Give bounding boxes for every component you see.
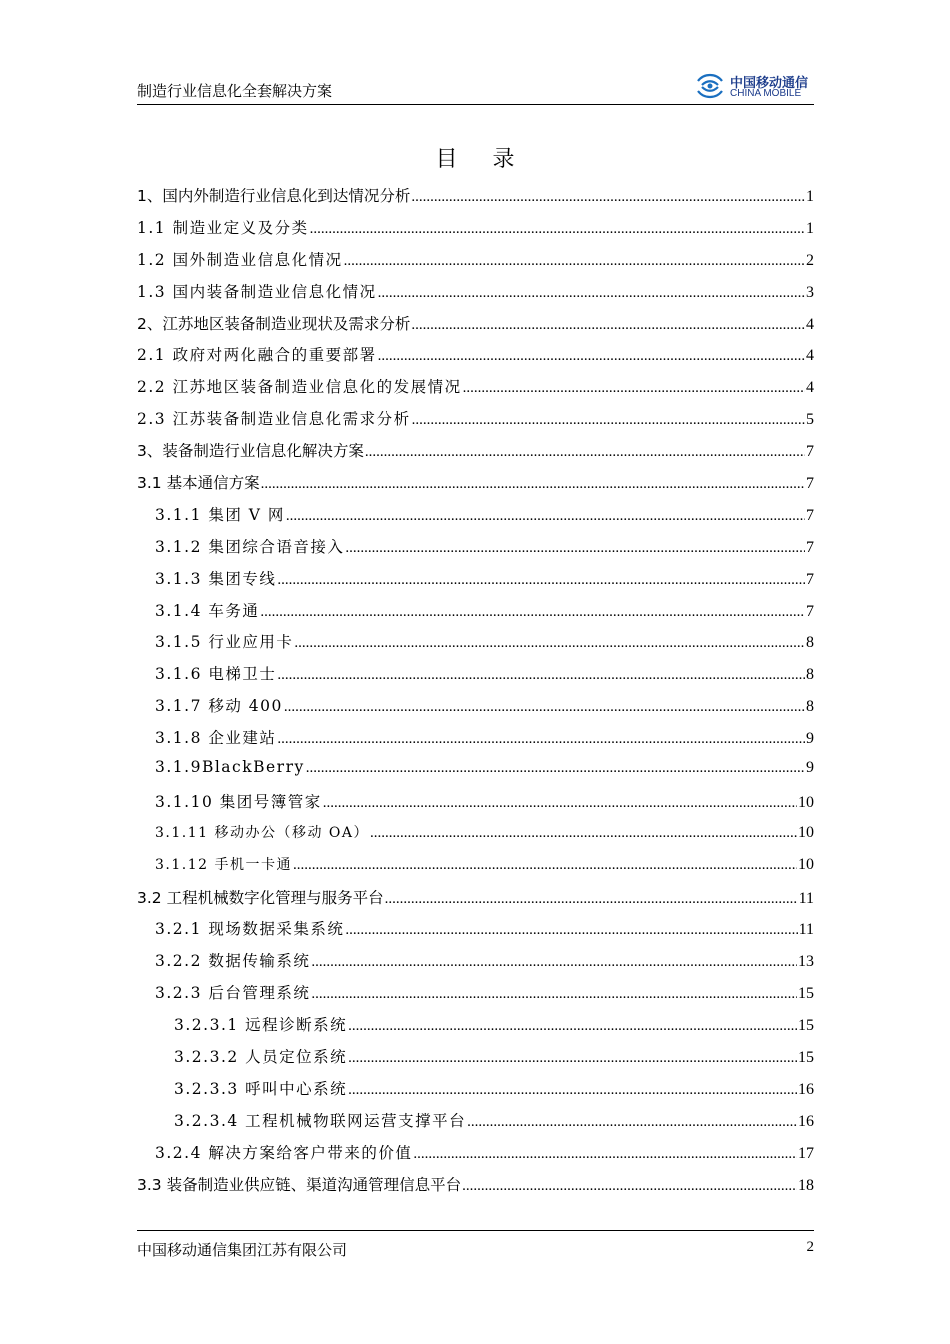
footer-company: 中国移动通信集团江苏有限公司	[137, 1241, 348, 1259]
toc-entry-page: 8	[806, 698, 814, 716]
toc-entry-page: 8	[806, 634, 814, 652]
toc-entry-page: 15	[798, 1017, 814, 1035]
toc-entry[interactable]	[137, 917, 814, 949]
china-mobile-logo	[694, 70, 814, 102]
toc-dot-leader	[277, 729, 805, 748]
toc-dot-leader	[323, 793, 797, 812]
toc-entry-page: 11	[798, 921, 814, 939]
toc-entry-page: 13	[798, 953, 814, 971]
toc-entry-title: 2、江苏地区装备制造业现状及需求分析	[137, 314, 411, 333]
footer-page-number: 2	[806, 1239, 814, 1255]
toc-dot-leader	[411, 187, 805, 206]
toc-entry[interactable]	[137, 216, 814, 248]
toc-dot-leader	[345, 920, 797, 939]
toc-dot-leader	[365, 442, 805, 461]
page-footer	[137, 1230, 814, 1261]
toc-entry[interactable]	[137, 886, 814, 918]
toc-entry-title: 1、国内外制造行业信息化到达情况分析	[137, 187, 411, 205]
toc-entry-title: 3.1.12 手机一卡通	[155, 856, 292, 873]
toc-dot-leader	[411, 315, 805, 334]
toc-entry[interactable]	[137, 1173, 814, 1205]
toc-entry-title: 3.2.3.3 呼叫中心系统	[174, 1079, 348, 1098]
toc-entry-page: 1	[806, 219, 814, 237]
toc-entry[interactable]	[137, 1045, 814, 1077]
toc-entry-title: 3.1.4 车务通	[155, 601, 260, 620]
toc-entry-page: 7	[806, 506, 814, 524]
toc-entry-title: 2.2 江苏地区装备制造业信息化的发展情况	[137, 378, 462, 397]
toc-entry-title: 3.1.5 行业应用卡	[155, 633, 294, 652]
toc-entry-page: 15	[798, 985, 814, 1003]
toc-entry-title: 2.3 江苏装备制造业信息化需求分析	[137, 410, 411, 429]
toc-entry-title: 3.1.1 集团 V 网	[155, 505, 285, 524]
toc-dot-leader	[306, 758, 805, 777]
toc-entry[interactable]	[137, 1141, 814, 1173]
toc-entry[interactable]	[137, 184, 814, 216]
toc-entry-title: 3.1.7 移动 400	[155, 697, 283, 716]
toc-entry-title: 3.2.3 后台管理系统	[155, 984, 311, 1003]
toc-entry-title: 3.1 基本通信方案	[137, 474, 260, 493]
toc-entry-title: 3.1.11 移动办公（移动 OA）	[155, 824, 370, 841]
toc-entry-page: 7	[806, 475, 814, 493]
toc-entry-title: 1.1 制造业定义及分类	[137, 218, 309, 237]
toc-entry-page: 17	[798, 1144, 814, 1162]
toc-entry[interactable]	[137, 375, 814, 407]
toc-entry[interactable]	[137, 726, 814, 758]
toc-entry-title: 1.2 国外制造业信息化情况	[137, 250, 343, 269]
toc-entry-page: 1	[806, 188, 814, 205]
toc-dot-leader	[286, 506, 805, 525]
toc-entry[interactable]	[137, 981, 814, 1013]
toc-entry-title: 3、装备制造行业信息化解决方案	[137, 442, 364, 461]
toc-dot-leader	[311, 984, 797, 1003]
toc-entry-title: 3.1.2 集团综合语音接入	[155, 537, 345, 556]
toc-dot-leader	[378, 283, 805, 302]
toc-entry-page: 9	[806, 759, 814, 777]
toc-entry-title: 3.2 工程机械数字化管理与服务平台	[137, 888, 384, 907]
toc-entry-title: 3.2.3.4 工程机械物联网运营支撑平台	[174, 1111, 467, 1130]
toc-entry-page: 11	[798, 889, 814, 907]
page-header	[137, 68, 814, 105]
toc-entry-title: 3.2.1 现场数据采集系统	[155, 920, 345, 939]
toc-entry-page: 5	[806, 411, 814, 429]
toc-dot-leader	[344, 251, 805, 270]
toc-entry-page: 16	[798, 1080, 814, 1098]
toc-dot-leader	[413, 1144, 797, 1163]
toc-entry[interactable]	[137, 248, 814, 280]
toc-entry[interactable]	[137, 312, 814, 344]
toc-dot-leader	[370, 825, 797, 842]
toc-dot-leader	[277, 570, 805, 589]
toc-entry-title: 3.2.2 数据传输系统	[155, 952, 311, 971]
toc-entry[interactable]	[137, 343, 814, 375]
toc-dot-leader	[260, 602, 805, 621]
toc-dot-leader	[378, 346, 805, 365]
toc-entry-page: 4	[806, 347, 814, 365]
toc-entry-page: 7	[806, 538, 814, 556]
toc-entry-title: 3.1.3 集团专线	[155, 569, 277, 588]
toc-title: 目 录	[435, 147, 529, 172]
toc-dot-leader	[293, 857, 797, 874]
toc-entry-page: 16	[798, 1112, 814, 1130]
toc-entry[interactable]	[137, 535, 814, 567]
toc-dot-leader	[348, 1080, 797, 1099]
china-mobile-logo-icon	[694, 71, 726, 101]
toc-entry[interactable]	[137, 854, 814, 886]
toc-entry-title: 2.1 政府对两化融合的重要部署	[137, 346, 377, 365]
toc-entry-page: 7	[806, 602, 814, 620]
toc-entry-title: 3.1.10 集团号簿管家	[155, 792, 322, 811]
toc-entry-page: 4	[806, 379, 814, 397]
toc-entry[interactable]	[137, 949, 814, 981]
toc-entry-page: 18	[798, 1176, 814, 1194]
toc-entry-page: 7	[806, 570, 814, 588]
toc-entry[interactable]	[137, 822, 814, 854]
toc-entry-page: 8	[806, 666, 814, 684]
toc-dot-leader	[385, 889, 798, 908]
toc-entry[interactable]	[137, 567, 814, 599]
table-of-contents	[137, 184, 814, 1205]
toc-entry[interactable]	[137, 280, 814, 312]
toc-dot-leader	[284, 697, 805, 716]
toc-dot-leader	[348, 1016, 797, 1035]
toc-dot-leader	[463, 378, 805, 397]
toc-dot-leader	[311, 952, 797, 971]
toc-entry-page: 10	[798, 855, 814, 873]
toc-entry-title: 3.1.9BlackBerry	[155, 758, 305, 777]
header-title: 制造行业信息化全套解决方案	[137, 82, 333, 100]
toc-entry-page: 10	[798, 793, 814, 811]
toc-entry-page: 9	[806, 730, 814, 748]
toc-entry[interactable]	[137, 662, 814, 694]
toc-entry-title: 3.3 装备制造业供应链、渠道沟通管理信息平台	[137, 1175, 462, 1194]
toc-entry-title: 3.2.3.1 远程诊断系统	[174, 1016, 348, 1035]
toc-entry-title: 3.1.6 电梯卫士	[155, 665, 277, 684]
toc-entry-page: 3	[806, 283, 814, 301]
toc-entry-page: 2	[806, 251, 814, 269]
toc-dot-leader	[261, 474, 805, 493]
toc-dot-leader	[310, 219, 805, 238]
toc-dot-leader	[467, 1112, 797, 1131]
toc-dot-leader	[412, 410, 805, 429]
toc-dot-leader	[277, 665, 805, 684]
toc-entry[interactable]	[137, 407, 814, 439]
toc-entry-title: 3.1.8 企业建站	[155, 729, 277, 748]
toc-entry-page: 7	[806, 443, 814, 461]
toc-dot-leader	[294, 633, 805, 652]
toc-dot-leader	[348, 1048, 797, 1067]
toc-entry[interactable]	[137, 694, 814, 726]
toc-entry-page: 15	[798, 1049, 814, 1067]
toc-entry[interactable]	[137, 439, 814, 471]
toc-dot-leader	[345, 538, 805, 557]
toc-entry-title: 3.2.4 解决方案给客户带来的价值	[155, 1143, 413, 1162]
toc-entry[interactable]	[137, 758, 814, 790]
toc-entry[interactable]	[137, 790, 814, 822]
toc-entry-title: 3.2.3.2 人员定位系统	[174, 1048, 348, 1067]
toc-entry[interactable]	[137, 1109, 814, 1141]
toc-entry-title: 1.3 国内装备制造业信息化情况	[137, 282, 377, 301]
logo-english-text: CHINA MOBILE	[730, 88, 802, 99]
toc-entry[interactable]	[137, 503, 814, 535]
toc-entry[interactable]	[137, 471, 814, 503]
logo-chinese-text: 中国移动通信	[730, 76, 809, 91]
toc-entry[interactable]	[137, 599, 814, 631]
toc-entry-page: 4	[806, 315, 814, 333]
toc-entry[interactable]	[137, 1077, 814, 1109]
toc-entry[interactable]	[137, 1013, 814, 1045]
toc-entry-page: 10	[798, 823, 814, 841]
toc-dot-leader	[462, 1176, 797, 1195]
toc-entry[interactable]	[137, 630, 814, 662]
